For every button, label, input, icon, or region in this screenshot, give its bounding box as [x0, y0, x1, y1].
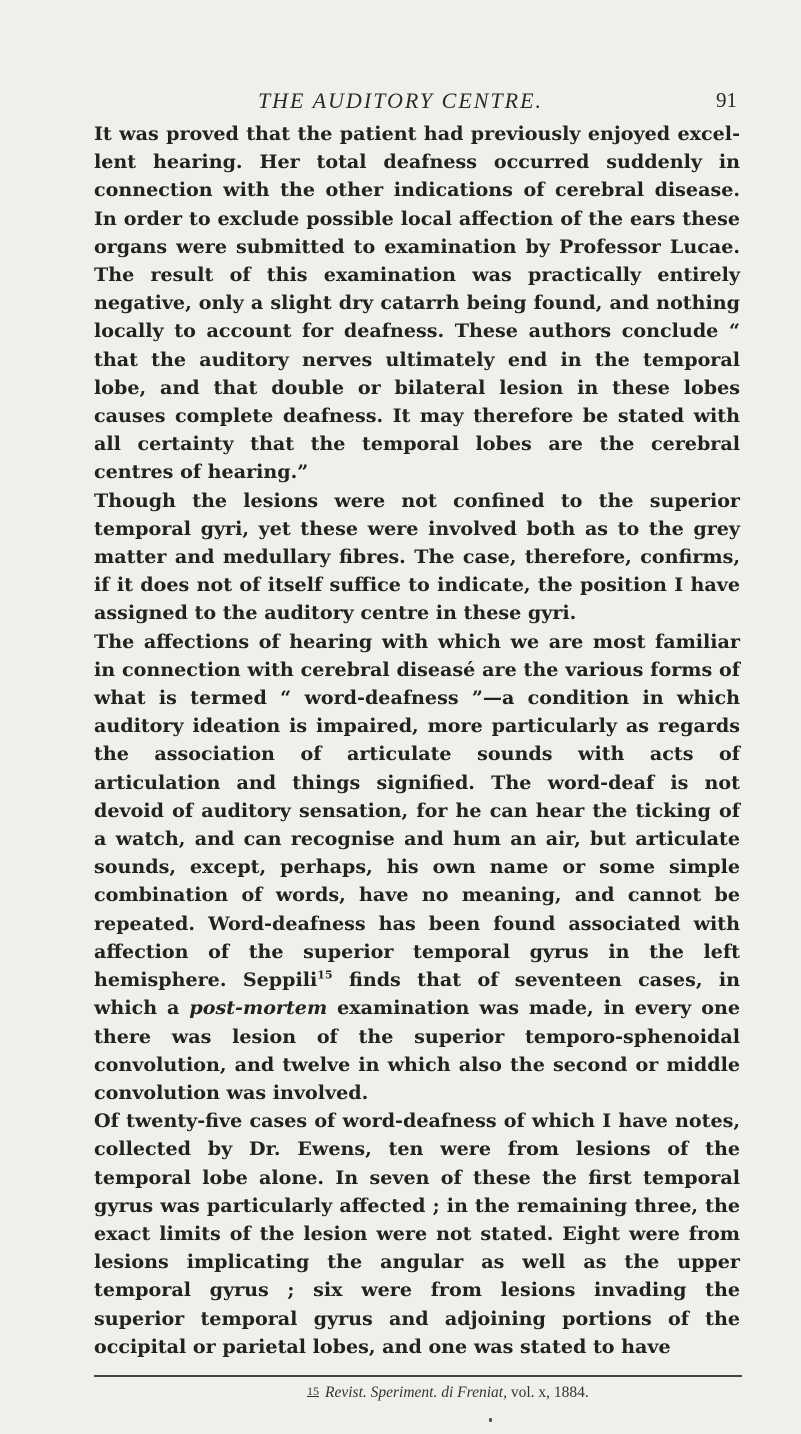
page-number: 91: [716, 88, 737, 112]
body-text: [94, 120, 740, 1361]
footnote-title: Revist. Speriment. di Freniat,: [325, 1384, 507, 1401]
footnote-details: vol. x, 1884.: [506, 1384, 589, 1401]
ink-speck: [489, 1418, 492, 1422]
footnote: [307, 1384, 589, 1402]
paragraph-1: It was proved that the patient had previously enjoyed excellent hearing. Her total deafness occurred suddenly in connection with the other indications of cerebral disease. In order to exclude possible local affection of the ears these organs were submitted to examination by Professor Lucae. The result of this examination was practically entirely negative, only a slight dry catarrh being found, and nothing locally to account for deafness. These authors conclude “ that the auditory nerves ultimately end in the temporal lobe, and that double or bilateral lesion in these lobes causes complete deafness. It may therefore be stated with all certainty that the temporal lobes are the cerebral centres of hearing.”: [94, 122, 740, 484]
paragraph-3: [94, 628, 740, 1107]
running-title: THE AUDITORY CENTRE.: [257, 88, 544, 113]
footnote-number: 15: [307, 1384, 319, 1398]
italic-term: post-mortem: [189, 996, 328, 1020]
paragraph-4: Of twenty-five cases of word-deafness of which I have notes, collected by Dr. Ewens, ten were from lesions of the temporal lobe alone. In seven of these the first temporal gyrus was particularly affected ; in the remaining three, the exact limits of the lesion were not stated. Eight were from lesions implicating the angular as well as the upper temporal gyrus ; six were from lesions invading the superior temporal gyrus and adjoining portions of the occipital or parietal lobes, and one was stated to have: [94, 1109, 740, 1358]
paragraph-3-text-c: examination was made, in every one there was lesion of the superior temporo-sphenoidal convolution, and twelve in which also the second or middle convolution was involved.: [94, 996, 741, 1104]
paragraph-2: Though the lesions were not confined to the superior temporal gyri, yet these were involved both as to the grey matter and medullary fibres. The case, therefore, confirms, if it does not of itself suffice to indicate, the position I have assigned to the auditory centre in these gyri.: [94, 488, 740, 625]
footnote-reference: 15: [317, 968, 333, 982]
paragraph-3-text-b: finds that of seventeen cases, in which a: [94, 968, 740, 1020]
footnote-divider: [94, 1375, 742, 1377]
page-header: [0, 88, 801, 118]
paragraph-3-text-a: The affections of hearing with which we are most familiar in connection with cerebral diseasé are the various forms of what is termed “ word-deafness ”—a condition in which auditory ideation is impaired, more particularly as regards the association of articulate sounds with acts of articulation and things signified. The word-deaf is not devoid of auditory sensation, for he can hear the ticking of a watch, and can recognise and hum an air, but articulate sounds, except, perhaps, his own name or some simple combination of words, have no meaning, and cannot be repeated. Word-deafness has been found associated with affection of the superior temporal gyrus in the left hemisphere. Seppili: [94, 629, 740, 992]
